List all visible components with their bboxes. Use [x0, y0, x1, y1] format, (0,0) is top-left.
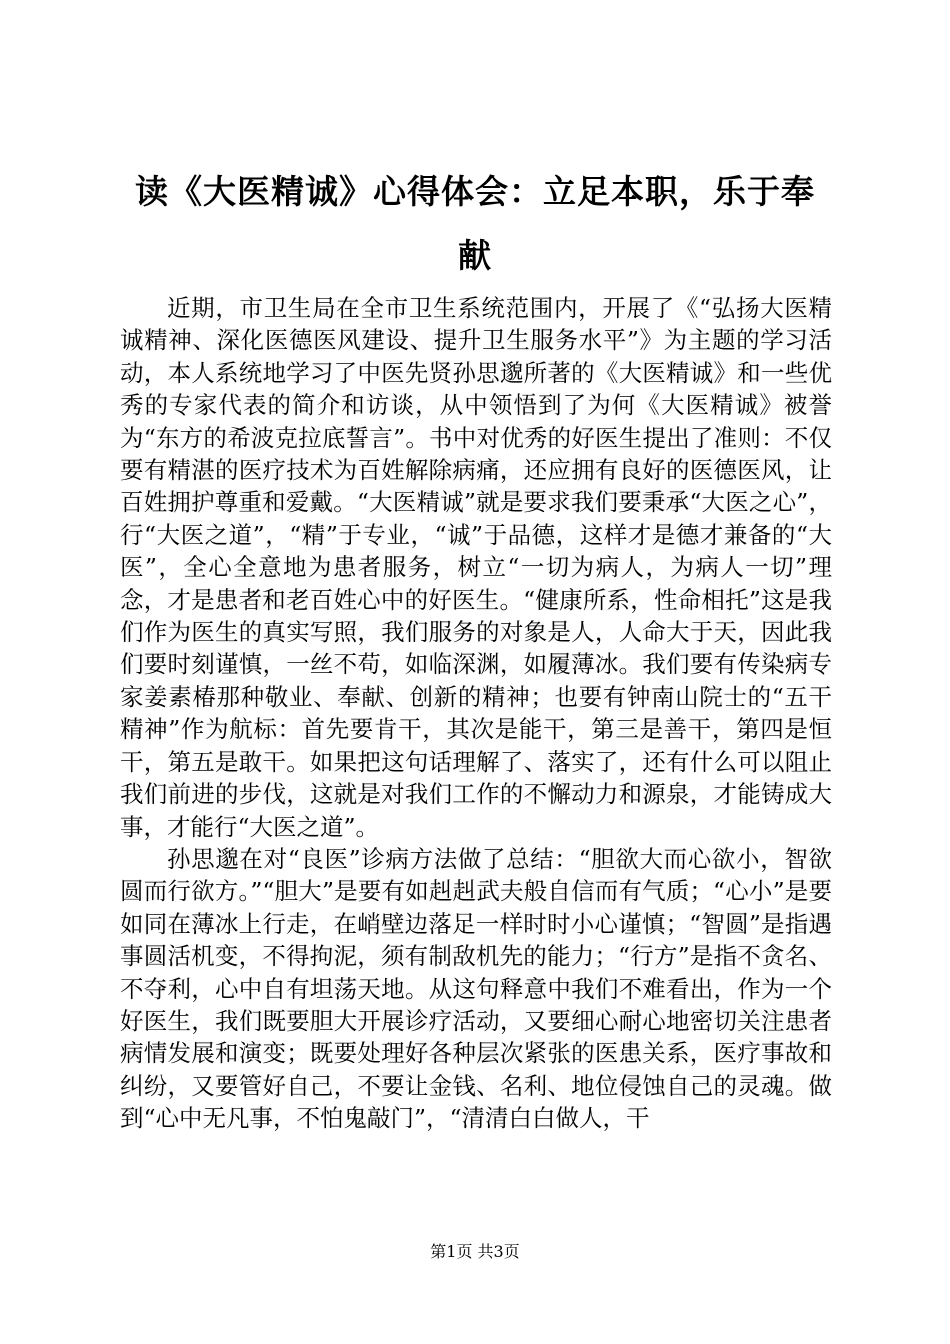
document-title: 读《大医精诚》心得体会：立足本职，乐于奉献 — [135, 172, 815, 275]
page-number-footer: 第1页 共3页 — [430, 1242, 520, 1261]
paragraph-1: 近期，市卫生局在全市卫生系统范围内，开展了《“弘扬大医精诚精神、深化医德医风建设、提升卫生服务水平”》为主题的学习活动，本人系统地学习了中医先贤孙思邈所著的《大医精诚》和一些优秀的专家代表的简介和访谈，从中领悟到了为何《大医精诚》被誉为“东方的希波克拉底誓言”。书中对优秀的好医生提出了准则：不仅要有精湛的医疗技术为百姓解除病痛，还应拥有良好的医德医风，让百姓拥护尊重和爱戴。“大医精诚”就是要求我们要秉承“大医之心”，行“大医之道”，“精”于专业，“诚”于品德，这样才是德才兼备的“大医”，全心全意地为患者服务，树立“一切为病人，为病人一切”理念，才是患者和老百姓心中的好医生。“健康所系，性命相托”这是我们作为医生的真实写照，我们服务的对象是人，人命大于天，因此我们要时刻谨慎，一丝不苟，如临深渊，如履薄冰。我们要有传染病专家姜素椿那种敬业、奉献、创新的精神；也要有钟南山院士的“五干精神”作为航标：首先要肯干，其次是能干，第三是善干，第四是恒干，第五是敢干。如果把这句话理解了、落实了，还有什么可以阻止我们前进的步伐，这就是对我们工作的不懈动力和源泉，才能铸成大事，才能行“大医之道”。 — [120, 294, 832, 841]
paragraph-2: 孙思邈在对“良医”诊病方法做了总结：“胆欲大而心欲小，智欲圆而行欲方。”“胆大”是要有如赳赳武夫般自信而有气质；“心小”是要如同在薄冰上行走，在峭壁边落足一样时时小心谨慎；“智圆”是指遇事圆活机变，不得拘泥，须有制敌机先的能力；“行方”是指不贪名、不夺利，心中自有坦荡天地。从这句释意中我们不难看出，作为一个好医生，我们既要胆大开展诊疗活动，又要细心耐心地密切关注患者病情发展和演变；既要处理好各种层次紧张的医患关系，医疗事故和纠纷，又要管好自己，不要让金钱、名利、地位侵蚀自己的灵魂。做到“心中无凡事，不怕鬼敲门”，“清清白白做人，干 — [120, 844, 832, 1133]
document-body — [120, 292, 832, 1135]
